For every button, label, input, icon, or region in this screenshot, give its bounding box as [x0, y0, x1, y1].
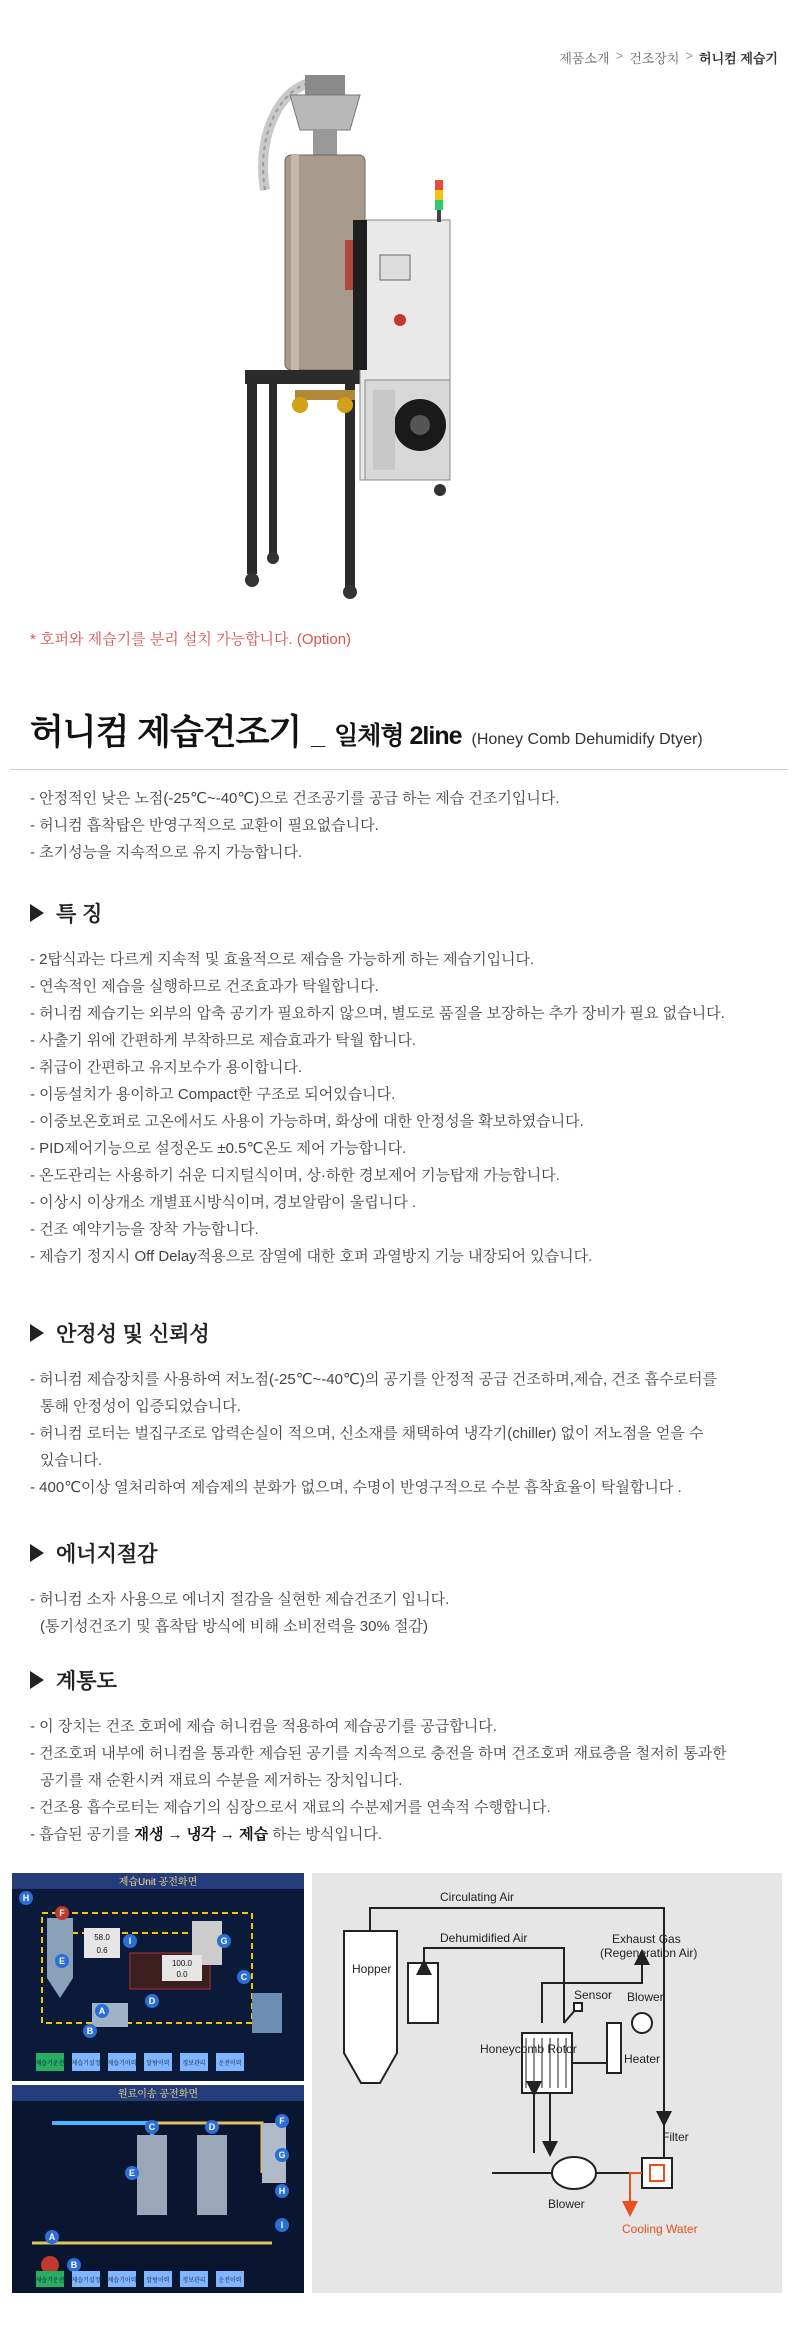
- schematic-label-honeycomb-rotor: Honeycomb Rotor: [480, 2042, 577, 2056]
- svg-text:운전이력: 운전이력: [218, 2061, 242, 2067]
- section-heading-text: 에너지절감: [56, 1543, 158, 1566]
- schematic-label-cooling-water: Cooling Water: [622, 2222, 698, 2236]
- triangle-right-icon: [30, 1671, 44, 1689]
- svg-text:제습기이력: 제습기이력: [107, 2061, 137, 2067]
- hmi-bottom-title: 원료이송 공전화면: [117, 2089, 199, 2100]
- svg-text:100.0: 100.0: [171, 1959, 193, 1968]
- list-item: - 허니컴 제습기는 외부의 압축 공기가 필요하지 않으며, 별도로 품질을 보장하는 추가 장비가 필요 없습니다.: [30, 1005, 725, 1022]
- svg-text:경보관리: 경보관리: [182, 2278, 206, 2284]
- energy-list: [30, 1586, 770, 1640]
- svg-text:제습기설정: 제습기설정: [71, 2278, 101, 2284]
- stability-list: [30, 1366, 770, 1501]
- svg-text:F: F: [279, 2116, 285, 2126]
- list-item: (통기성건조기 및 흡착탑 방식에 비해 소비전력을 30% 절감): [40, 1618, 428, 1635]
- svg-text:0.6: 0.6: [96, 1946, 108, 1955]
- list-item: - 안정적인 낮은 노점(-25℃~-40℃)으로 건조공기를 공급 하는 제습 건조기입니다.: [30, 790, 560, 807]
- svg-text:B: B: [70, 2260, 78, 2270]
- list-item: 통해 안정성이 입증되었습니다.: [40, 1398, 241, 1415]
- install-notice: * 호퍼와 제습기를 분리 설치 가능합니다. (Option): [30, 631, 352, 648]
- svg-text:A: A: [48, 2232, 56, 2242]
- svg-text:D: D: [148, 1996, 156, 2006]
- list-item: 있습니다.: [40, 1452, 103, 1469]
- schematic-label-blower-top: Blower: [627, 1990, 664, 2004]
- product-image: [225, 70, 475, 600]
- svg-text:0.0: 0.0: [176, 1970, 188, 1979]
- list-item: - 온도관리는 사용하기 쉬운 디지털식이며, 상·하한 경보제어 기능탑재 가능합니다.: [30, 1167, 560, 1184]
- svg-text:A: A: [98, 2006, 106, 2016]
- svg-text:제습기운전: 제습기운전: [35, 2278, 65, 2284]
- page-title: [30, 705, 703, 755]
- svg-text:I: I: [280, 2220, 284, 2230]
- divider: [10, 769, 788, 770]
- svg-text:경보관리: 경보관리: [182, 2061, 206, 2067]
- list-item: - 흡습된 공기를 재생 → 냉각 → 제습 하는 방식입니다.: [30, 1826, 383, 1843]
- svg-text:제습기설정: 제습기설정: [71, 2061, 101, 2067]
- schematic-label-regeneration-air: (Regeneration Air): [600, 1946, 698, 1960]
- energy-section: [30, 1538, 770, 1640]
- triangle-right-icon: [30, 1544, 44, 1562]
- schematic-label-exhaust-gas: Exhaust Gas: [612, 1932, 681, 1946]
- schematic-label-dehumidified-air: Dehumidified Air: [440, 1931, 528, 1945]
- triangle-right-icon: [30, 904, 44, 922]
- svg-text:C: C: [148, 2122, 156, 2132]
- list-item: - 건조 예약기능을 장착 가능합니다.: [30, 1221, 259, 1238]
- section-heading: [30, 1538, 770, 1568]
- svg-text:58.0: 58.0: [94, 1933, 110, 1942]
- section-heading: [30, 1665, 770, 1695]
- schematic-label-sensor: Sensor: [574, 1988, 613, 2002]
- schematic-label-filter: Filter: [662, 2130, 689, 2144]
- svg-text:운전이력: 운전이력: [218, 2278, 242, 2284]
- list-item: - 허니컴 제습장치를 사용하여 저노점(-25℃~-40℃)의 공기를 안정적 공급 건조하며,제습, 건조 흡수로터를: [30, 1371, 717, 1388]
- process-schematic: [312, 1873, 782, 2293]
- hmi-top-title: 제습Unit 공전화면: [118, 1877, 198, 1888]
- svg-text:제습기이력: 제습기이력: [107, 2278, 137, 2284]
- breadcrumb-item[interactable]: 제품소개: [559, 51, 610, 66]
- stability-section: [30, 1318, 770, 1501]
- list-item: - 허니컴 로터는 벌집구조로 압력손실이 적으며, 신소재를 채택하여 냉각기(chiller) 없이 저노점을 얻을 수: [30, 1425, 704, 1442]
- list-item: - 건조호퍼 내부에 허니컴을 통과한 제습된 공기를 지속적으로 충전을 하며 건조호퍼 재료층을 철저히 통과한: [30, 1745, 727, 1762]
- breadcrumb: [559, 48, 778, 67]
- list-item: - 허니컴 소자 사용으로 에너지 절감을 실현한 제습건조기 입니다.: [30, 1591, 450, 1608]
- svg-text:I: I: [128, 1936, 132, 1946]
- schematic-label-circulating-air: Circulating Air: [440, 1890, 515, 1904]
- list-item: - 400℃이상 열처리하여 제습제의 분화가 없으며, 수명이 반영구적으로 수분 흡착효율이 탁월합니다 .: [30, 1479, 682, 1496]
- section-heading-text: 특 징: [56, 903, 103, 926]
- list-item: - 이 장치는 건조 호퍼에 제습 허니컴을 적용하여 제습공기를 공급합니다.: [30, 1718, 497, 1735]
- chevron-right-icon: >: [685, 48, 694, 63]
- list-item: - 이동설치가 용이하고 Compact한 구조로 되어있습니다.: [30, 1086, 396, 1103]
- list-item: - 초기성능을 지속적으로 유지 가능합니다.: [30, 844, 303, 861]
- features-section: [30, 898, 770, 1270]
- schematic-label-heater: Heater: [624, 2052, 661, 2066]
- list-item: 공기를 재 순환시켜 재료의 수분을 제거하는 장치입니다.: [40, 1772, 403, 1789]
- title-english: (Honey Comb Dehumidify Dtyer): [471, 731, 703, 748]
- intro-list: [30, 785, 770, 866]
- section-heading: [30, 1318, 770, 1348]
- hmi-screens: [12, 1873, 304, 2293]
- schematic-label-hopper: Hopper: [352, 1962, 392, 1976]
- breadcrumb-current: 허니컴 제습기: [699, 51, 778, 66]
- svg-text:H: H: [278, 2186, 286, 2196]
- features-list: [30, 946, 770, 1270]
- section-heading: [30, 898, 770, 928]
- svg-text:E: E: [58, 1956, 66, 1966]
- list-item: - PID제어기능으로 설정온도 ±0.5℃온도 제어 가능합니다.: [30, 1140, 407, 1157]
- svg-text:알람이력: 알람이력: [146, 2061, 170, 2067]
- flow-section: [30, 1665, 770, 1848]
- flow-list: [30, 1713, 770, 1848]
- list-item: - 2탑식과는 다르게 지속적 및 효율적으로 제습을 가능하게 하는 제습기입니다.: [30, 951, 535, 968]
- title-sub: 일체형 2line: [334, 722, 462, 750]
- list-item: - 제습기 정지시 Off Delay적용으로 잠열에 대한 호퍼 과열방지 기능 내장되어 있습니다.: [30, 1248, 593, 1265]
- list-item: - 허니컴 흡착탑은 반영구적으로 교환이 필요없습니다.: [30, 817, 379, 834]
- breadcrumb-item[interactable]: 건조장치: [629, 51, 680, 66]
- svg-text:G: G: [278, 2150, 286, 2160]
- svg-text:제습기운전: 제습기운전: [35, 2061, 65, 2067]
- chevron-right-icon: >: [615, 48, 624, 63]
- svg-text:F: F: [59, 1908, 65, 1918]
- svg-text:E: E: [128, 2168, 136, 2178]
- svg-text:D: D: [208, 2122, 216, 2132]
- section-heading-text: 계통도: [56, 1670, 117, 1693]
- svg-text:H: H: [22, 1893, 30, 1903]
- title-main: 허니컴 제습건조기: [30, 713, 302, 752]
- list-item: - 이중보온호퍼로 고온에서도 사용이 가능하며, 화상에 대한 안정성을 확보하였습니다.: [30, 1113, 584, 1130]
- svg-text:알람이력: 알람이력: [146, 2278, 170, 2284]
- list-item: - 건조용 흡수로터는 제습기의 심장으로서 재료의 수분제거를 연속적 수행합니다.: [30, 1799, 551, 1816]
- svg-text:C: C: [240, 1972, 248, 1982]
- list-item: - 이상시 이상개소 개별표시방식이며, 경보알람이 울립니다 .: [30, 1194, 417, 1211]
- list-item: - 연속적인 제습을 실행하므로 건조효과가 탁월합니다.: [30, 978, 379, 995]
- svg-text:B: B: [86, 2026, 94, 2036]
- triangle-right-icon: [30, 1324, 44, 1342]
- list-item: - 취급이 간편하고 유지보수가 용이합니다.: [30, 1059, 303, 1076]
- schematic-label-blower-bottom: Blower: [548, 2197, 585, 2211]
- title-dash: _: [311, 722, 325, 750]
- section-heading-text: 안정성 및 신뢰성: [56, 1323, 210, 1346]
- list-item: - 사출기 위에 간편하게 부착하므로 제습효과가 탁월 합니다.: [30, 1032, 417, 1049]
- svg-text:G: G: [220, 1936, 228, 1946]
